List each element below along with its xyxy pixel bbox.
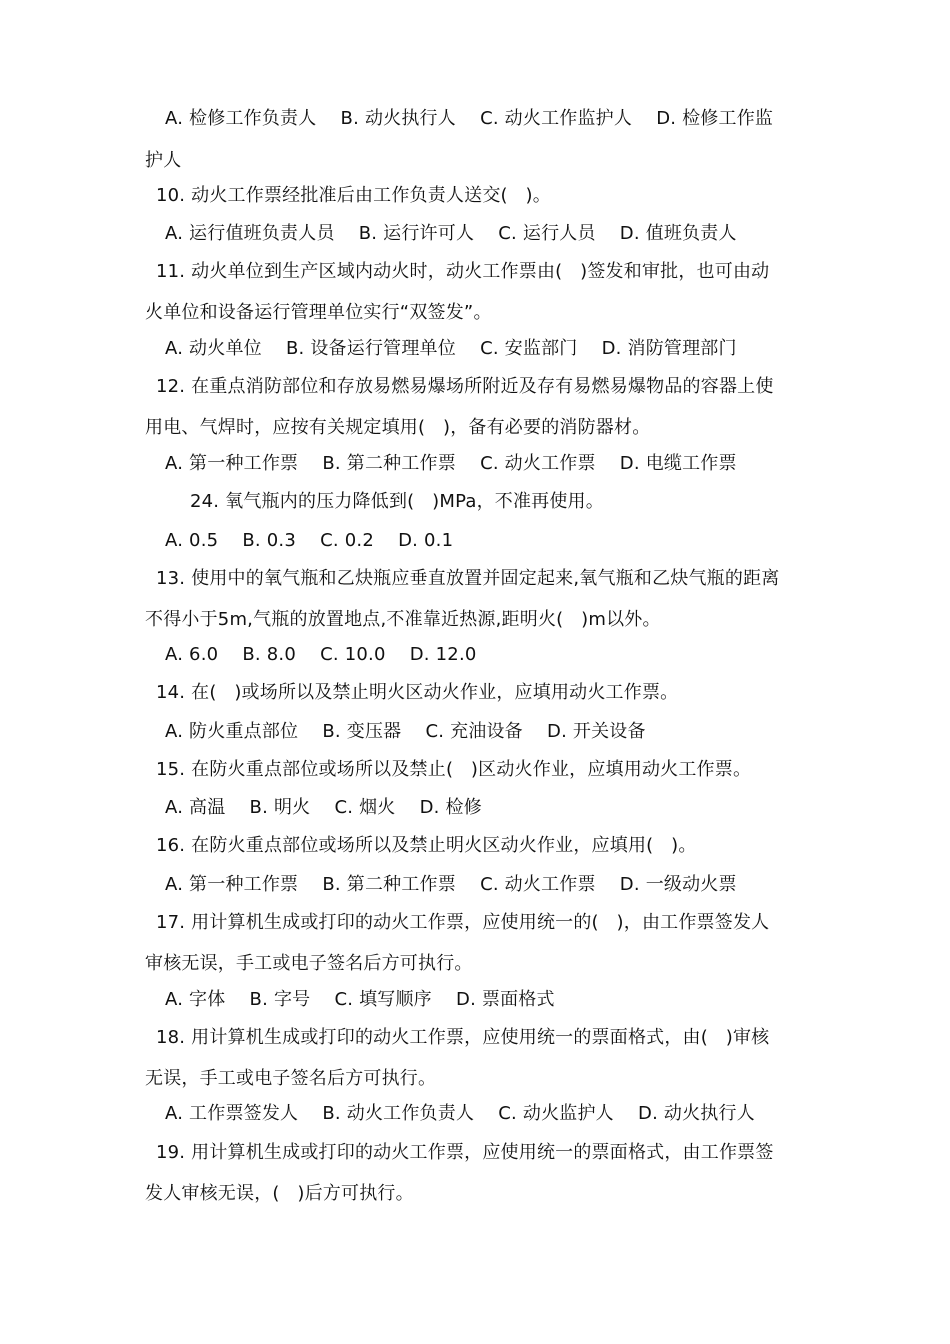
question-17-options: A. 字体 B. 字号 C. 填写顺序 D. 票面格式 xyxy=(165,989,555,1010)
question-16: 16. 在防火重点部位或场所以及禁止明火区动火作业，应填用( )。 xyxy=(156,835,697,856)
question-11-line-2: 火单位和设备运行管理单位实行“双签发”。 xyxy=(145,302,492,323)
question-13-options: A. 6.0 B. 8.0 C. 10.0 D. 12.0 xyxy=(165,644,477,665)
question-13-line-1: 13. 使用中的氧气瓶和乙炔瓶应垂直放置并固定起来,氧气瓶和乙炔气瓶的距离 xyxy=(156,568,780,589)
question-14-options: A. 防火重点部位 B. 变压器 C. 充油设备 D. 开关设备 xyxy=(165,721,646,742)
question-24-options: A. 0.5 B. 0.3 C. 0.2 D. 0.1 xyxy=(165,530,454,551)
question-24: 24. 氧气瓶内的压力降低到( )MPa，不准再使用。 xyxy=(190,491,604,512)
question-17-line-2: 审核无误，手工或电子签名后方可执行。 xyxy=(145,953,473,974)
question-9-options-line-1: A. 检修工作负责人 B. 动火执行人 C. 动火工作监护人 D. 检修工作监 xyxy=(165,108,774,129)
question-17-line-1: 17. 用计算机生成或打印的动火工作票，应使用统一的( )，由工作票签发人 xyxy=(156,912,770,933)
question-16-options: A. 第一种工作票 B. 第二种工作票 C. 动火工作票 D. 一级动火票 xyxy=(165,874,737,895)
question-11-line-1: 11. 动火单位到生产区域内动火时，动火工作票由( )签发和审批，也可由动 xyxy=(156,261,770,282)
question-13-line-2: 不得小于5m,气瓶的放置地点,不准靠近热源,距明火( )m以外。 xyxy=(145,609,661,630)
question-18-options: A. 工作票签发人 B. 动火工作负责人 C. 动火监护人 D. 动火执行人 xyxy=(165,1103,755,1124)
question-12-line-1: 12. 在重点消防部位和存放易燃易爆场所附近及存有易燃易爆物品的容器上使 xyxy=(156,376,774,397)
question-10: 10. 动火工作票经批准后由工作负责人送交( )。 xyxy=(156,185,551,206)
question-15-options: A. 高温 B. 明火 C. 烟火 D. 检修 xyxy=(165,797,482,818)
question-18-line-1: 18. 用计算机生成或打印的动火工作票，应使用统一的票面格式，由( )审核 xyxy=(156,1027,770,1048)
question-19-line-2: 发人审核无误，( )后方可执行。 xyxy=(145,1183,414,1204)
question-19-line-1: 19. 用计算机生成或打印的动火工作票，应使用统一的票面格式，由工作票签 xyxy=(156,1142,774,1163)
question-9-options-line-2: 护人 xyxy=(145,150,182,171)
question-15: 15. 在防火重点部位或场所以及禁止( )区动火作业，应填用动火工作票。 xyxy=(156,759,752,780)
question-12-line-2: 用电、气焊时，应按有关规定填用( )，备有必要的消防器材。 xyxy=(145,417,651,438)
question-18-line-2: 无误，手工或电子签名后方可执行。 xyxy=(145,1068,437,1089)
question-10-options: A. 运行值班负责人员 B. 运行许可人 C. 运行人员 D. 值班负责人 xyxy=(165,223,737,244)
question-11-options: A. 动火单位 B. 设备运行管理单位 C. 安监部门 D. 消防管理部门 xyxy=(165,338,737,359)
question-12-options: A. 第一种工作票 B. 第二种工作票 C. 动火工作票 D. 电缆工作票 xyxy=(165,453,737,474)
question-14: 14. 在( )或场所以及禁止明火区动火作业，应填用动火工作票。 xyxy=(156,682,679,703)
